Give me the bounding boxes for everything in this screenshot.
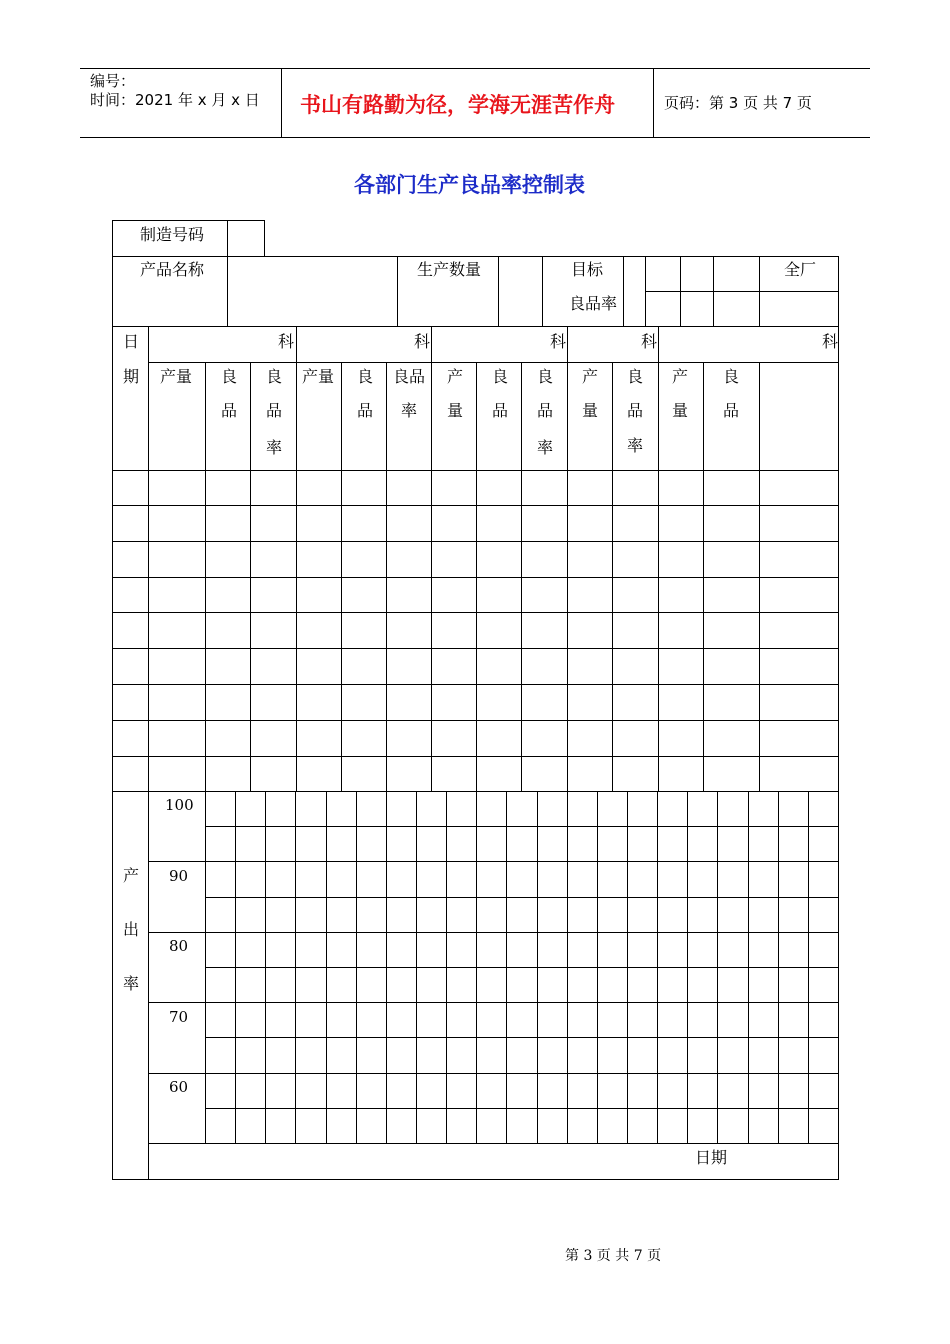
grid-line-h [112,326,839,327]
grid-line-v [567,791,568,1144]
target-yield-rate-label: 良品率 [569,294,618,313]
grid-line-v [658,326,659,792]
target-label: 目标 [571,260,604,279]
grid-line-h [148,1002,839,1003]
grid-line-v [235,791,236,1144]
grid-line-h [112,612,839,613]
grid-line-v [567,326,568,792]
whole-factory-label: 全厂 [784,260,817,279]
grid-line-h [112,470,839,471]
grid-line-h [205,826,839,827]
grid-line-h [112,684,839,685]
rate-header: 率 [266,438,283,457]
rate-header: 率 [401,401,418,420]
page-footer: 第 3 页 共 7 页 [565,1248,662,1264]
grid-line-h [205,1037,839,1038]
y-tick-label: 90 [169,867,189,885]
grid-line-v [713,256,714,327]
grid-line-h [112,648,839,649]
rate-header: 率 [537,438,554,457]
grid-line-v [838,256,839,1180]
product-name-label: 产品名称 [140,260,205,279]
grid-line-v [112,220,113,257]
page-header [80,68,870,138]
date-column-label: 日 [123,332,140,351]
qty-header: 产 [447,367,464,386]
grid-line-v [657,791,658,1144]
grid-line-h [112,505,839,506]
dept-label: 科 [641,332,658,351]
production-qty-label: 生产数量 [417,260,482,279]
good-header: 品 [357,401,374,420]
grid-line-v [759,470,760,792]
qty-header: 产量 [160,367,193,386]
grid-line-v [148,791,149,1180]
good-header: 良 [723,367,740,386]
grid-line-h [205,1108,839,1109]
grid-line-v [476,791,477,1144]
doc-number-label: 编号： [90,72,136,90]
date-column-label: 期 [123,367,140,386]
grid-line-h [148,1143,839,1144]
good-header: 品 [723,401,740,420]
header-motto: 书山有路勤为径，学海无涯苦作舟 [300,93,615,117]
grid-line-v [446,791,447,1144]
rate-header: 率 [627,436,644,455]
grid-line-v [506,791,507,1144]
qty-header: 产 [582,367,599,386]
dept-label: 科 [414,332,431,351]
qty-header: 量 [582,401,599,420]
grid-line-v [148,326,149,792]
grid-line-h [205,897,839,898]
grid-line-v [227,256,228,327]
grid-line-v [645,256,646,327]
rate-header: 品 [627,401,644,420]
grid-line-v [264,220,265,257]
grid-line-h [112,256,839,257]
x-axis-label: 日期 [695,1148,728,1167]
grid-line-v [748,791,749,1144]
grid-line-v [627,791,628,1144]
good-header: 品 [221,401,238,420]
grid-line-v [416,791,417,1144]
grid-line-h [148,1073,839,1074]
grid-line-v [808,791,809,1144]
grid-line-v [431,326,432,792]
good-header: 良 [357,367,374,386]
grid-line-v [112,256,113,1180]
grid-line-v [265,791,266,1144]
rate-header: 良 [627,367,644,386]
grid-line-v [778,791,779,1144]
good-header: 良 [221,367,238,386]
grid-line-h [645,291,839,292]
grid-line-v [537,791,538,1144]
grid-line-v [687,791,688,1144]
y-tick-label: 60 [169,1078,189,1096]
header-divider [281,69,282,137]
rate-header: 品 [537,401,554,420]
grid-line-h [112,756,839,757]
grid-line-v [205,791,206,1144]
qty-header: 产 [672,367,689,386]
good-header: 品 [492,401,509,420]
y-tick-label: 70 [169,1008,189,1026]
y-axis-label: 出 [123,920,140,939]
qty-header: 量 [447,401,464,420]
grid-line-v [717,791,718,1144]
y-axis-label: 率 [123,974,140,993]
header-divider [653,69,654,137]
rate-header: 良 [266,367,283,386]
grid-line-h [112,220,265,221]
grid-line-v [397,256,398,327]
grid-line-v [295,791,296,1144]
dept-label: 科 [550,332,567,351]
grid-line-v [759,256,760,327]
good-header: 良 [492,367,509,386]
y-axis-label: 产 [123,866,140,885]
grid-line-v [227,220,228,257]
grid-line-v [542,256,543,327]
y-tick-label: 80 [169,937,189,955]
grid-line-v [623,256,624,327]
grid-line-v [356,791,357,1144]
grid-line-h [148,861,839,862]
grid-line-v [498,256,499,327]
grid-line-v [326,791,327,1144]
grid-line-h [205,967,839,968]
page-info: 页码：第 3 页 共 7 页 [664,94,812,112]
grid-line-v [759,362,760,471]
grid-line-h [112,541,839,542]
grid-line-v [386,791,387,1144]
doc-date-label: 时间：2021 年 x 月 x 日 [90,91,260,109]
page-title: 各部门生产良品率控制表 [354,173,585,197]
grid-line-v [597,791,598,1144]
rate-header: 品 [266,401,283,420]
rate-header: 良品 [393,367,426,386]
qty-header: 量 [672,401,689,420]
grid-line-h [148,362,839,363]
grid-line-h [148,932,839,933]
dept-label: 科 [822,332,839,351]
manufacture-no-label: 制造号码 [140,225,205,244]
qty-header: 产量 [302,367,335,386]
grid-line-h [112,577,839,578]
dept-label: 科 [278,332,295,351]
grid-line-v [296,326,297,792]
grid-line-v [680,256,681,327]
y-tick-label: 100 [165,796,194,814]
rate-header: 良 [537,367,554,386]
grid-line-h [112,1179,839,1180]
grid-line-h [112,720,839,721]
